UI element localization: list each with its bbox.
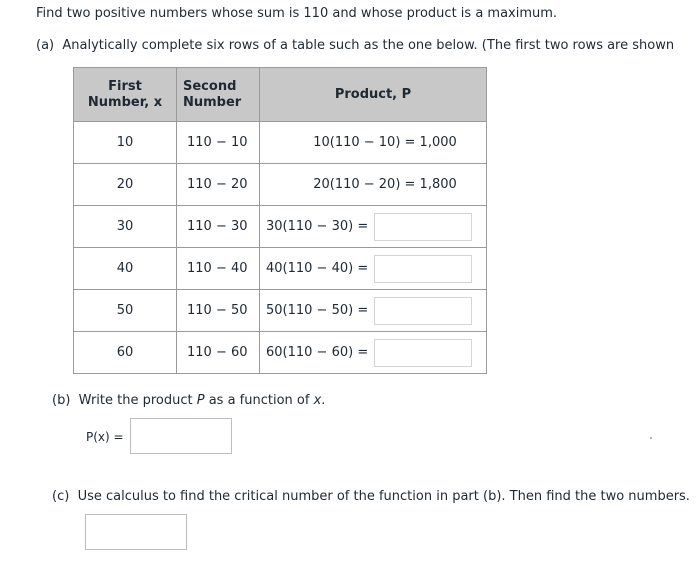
second-number-cell: 110 − 30 bbox=[177, 206, 260, 248]
product-answer-input[interactable] bbox=[374, 255, 472, 283]
first-number-cell: 40 bbox=[74, 248, 177, 290]
table-row bbox=[74, 248, 487, 290]
part-a-label: (a) bbox=[36, 38, 55, 53]
product-expression: 60(110 − 60) = bbox=[266, 345, 369, 360]
first-number-cell: 20 bbox=[74, 164, 177, 206]
part-a-text: Analytically complete six rows of a table such as the one below. (The first two rows are shown bbox=[62, 38, 675, 53]
part-b-text-end: . bbox=[321, 393, 326, 408]
header-first-number bbox=[74, 68, 177, 122]
header-product: Product, P bbox=[260, 68, 487, 122]
table-row bbox=[74, 122, 487, 164]
product-table bbox=[73, 67, 487, 374]
second-number-cell: 110 − 40 bbox=[177, 248, 260, 290]
second-number-cell: 110 − 10 bbox=[177, 122, 260, 164]
product-cell bbox=[260, 248, 487, 290]
product-cell bbox=[260, 332, 487, 374]
part-c-instruction bbox=[52, 489, 690, 504]
table-header-row bbox=[74, 68, 487, 122]
header-first-line1: First bbox=[108, 78, 142, 94]
part-b-var-p: P bbox=[196, 393, 205, 408]
first-number-cell: 50 bbox=[74, 290, 177, 332]
product-cell: 20(110 − 20) = 1,800 bbox=[260, 164, 487, 206]
product-expression: 50(110 − 50) = bbox=[266, 303, 369, 318]
product-expression: 40(110 − 40) = bbox=[266, 261, 369, 276]
product-answer-input[interactable] bbox=[374, 339, 472, 367]
product-cell bbox=[260, 206, 487, 248]
part-a-instruction bbox=[36, 38, 674, 53]
product-cell bbox=[260, 290, 487, 332]
second-number-cell: 110 − 60 bbox=[177, 332, 260, 374]
header-second-line1: Second bbox=[183, 78, 237, 94]
part-b-text-mid: as a function of bbox=[204, 393, 314, 408]
part-c-label: (c) bbox=[52, 489, 70, 504]
part-b-instruction bbox=[52, 393, 325, 408]
first-number-cell: 10 bbox=[74, 122, 177, 164]
table-row bbox=[74, 164, 487, 206]
part-b-text-pre: Write the product bbox=[78, 393, 197, 408]
product-answer-input[interactable] bbox=[374, 213, 472, 241]
stray-dot bbox=[650, 437, 652, 439]
table-row bbox=[74, 332, 487, 374]
header-second-number bbox=[177, 68, 260, 122]
first-number-cell: 60 bbox=[74, 332, 177, 374]
table-row bbox=[74, 206, 487, 248]
product-cell: 10(110 − 10) = 1,000 bbox=[260, 122, 487, 164]
header-first-line2: Number, x bbox=[87, 94, 163, 110]
product-answer-input[interactable] bbox=[374, 297, 472, 325]
critical-number-input[interactable] bbox=[85, 514, 187, 550]
part-b-label: (b) bbox=[52, 393, 71, 408]
table-row bbox=[74, 290, 487, 332]
part-b-var-x: x bbox=[313, 393, 322, 408]
header-second-line2: Number bbox=[183, 94, 242, 110]
second-number-cell: 110 − 50 bbox=[177, 290, 260, 332]
product-expression: 30(110 − 30) = bbox=[266, 219, 369, 234]
part-c-text: Use calculus to find the critical number of the function in part (b). Then find the two numbers. bbox=[77, 489, 690, 504]
second-number-cell: 110 − 20 bbox=[177, 164, 260, 206]
problem-statement: Find two positive numbers whose sum is 110 and whose product is a maximum. bbox=[36, 6, 558, 21]
p-of-x-input[interactable] bbox=[130, 418, 232, 454]
p-of-x-label: P(x) = bbox=[86, 430, 124, 444]
first-number-cell: 30 bbox=[74, 206, 177, 248]
